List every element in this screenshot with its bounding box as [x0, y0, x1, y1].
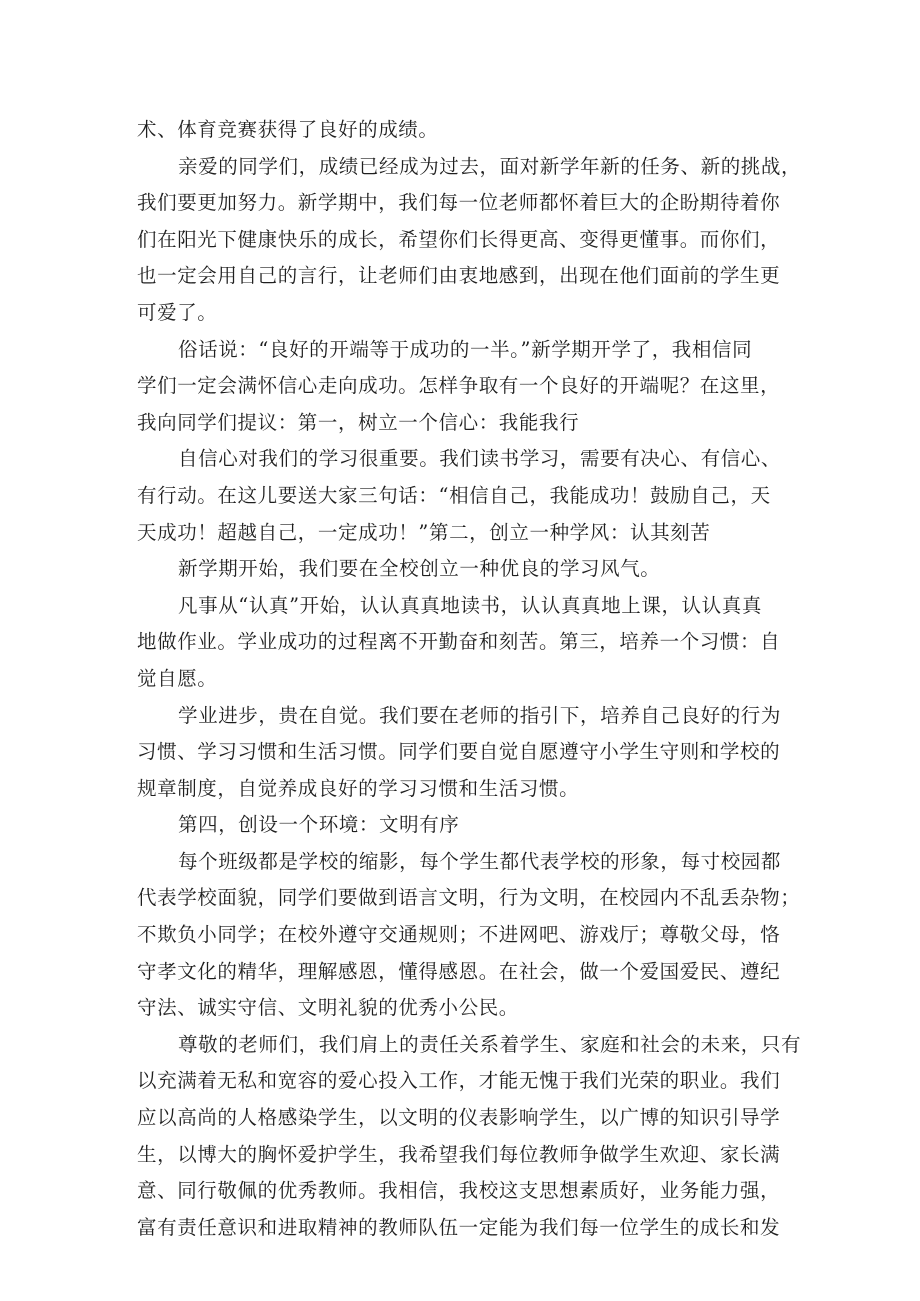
text-line: 意、同行敬佩的优秀教师。我相信，我校这支思想素质好，业务能力强，	[137, 1179, 781, 1203]
text-line: 生，以博大的胸怀爱护学生，我希望我们每位教师争做学生欢迎、家长满	[137, 1142, 781, 1166]
text-line: 也一定会用自己的言行，让老师们由衷地感到，出现在他们面前的学生更	[137, 264, 781, 288]
text-line: 每个班级都是学校的缩影，每个学生都代表学校的形象，每寸校园都	[178, 849, 782, 873]
text-line: 可爱了。	[137, 300, 218, 324]
text-line: 以充满着无私和宽容的爱心投入工作，才能无愧于我们光荣的职业。我们	[137, 1069, 781, 1093]
text-line: 自信心对我们的学习很重要。我们读书学习，需要有决心、有信心、	[178, 447, 782, 471]
text-line: 学业进步，贵在自觉。我们要在老师的指引下，培养自己良好的行为	[178, 703, 782, 727]
text-line: 亲爱的同学们，成绩已经成为过去，面对新学年新的任务、新的挑战，	[178, 154, 802, 178]
text-line: 第四，创设一个环境：文明有序	[178, 813, 460, 837]
text-line: 守法、诚实守信、文明礼貌的优秀小公民。	[137, 996, 519, 1020]
text-line: 不欺负小同学；在校外遵守交通规则；不进网吧、游戏厅；尊敬父母，恪	[137, 923, 781, 947]
text-line: 们在阳光下健康快乐的成长，希望你们长得更高、变得更懂事。而你们，	[137, 227, 781, 251]
text-line: 规章制度，自觉养成良好的学习习惯和生活习惯。	[137, 776, 580, 800]
text-line: 代表学校面貌，同学们要做到语言文明，行为文明，在校园内不乱丢杂物；	[137, 886, 801, 910]
text-line: 尊敬的老师们，我们肩上的责任关系着学生、家庭和社会的未来，只有	[178, 1032, 802, 1056]
text-line: 凡事从“认真”开始，认认真真地读书，认认真真地上课，认认真真	[178, 593, 762, 617]
text-line: 俗话说：“良好的开端等于成功的一半。”新学期开学了，我相信同	[178, 337, 753, 361]
text-line: 我向同学们提议：第一，树立一个信心：我能我行	[137, 410, 580, 434]
text-line: 应以高尚的人格感染学生，以文明的仪表影响学生，以广博的知识引导学	[137, 1106, 781, 1130]
text-line: 天成功！超越自己，一定成功！”第二，创立一种学风：认其刻苦	[137, 520, 711, 544]
text-line: 学们一定会满怀信心走向成功。怎样争取有一个良好的开端呢？在这里，	[137, 374, 781, 398]
text-line: 习惯、学习习惯和生活习惯。同学们要自觉自愿遵守小学生守则和学校的	[137, 740, 781, 764]
text-line: 有行动。在这儿要送大家三句话：“相信自己，我能成功！鼓励自己，天	[137, 483, 771, 507]
text-line: 守孝文化的精华，理解感恩，懂得感恩。在社会，做一个爱国爱民、遵纪	[137, 959, 781, 983]
text-line: 新学期开始，我们要在全校创立一种优良的学习风气。	[178, 557, 661, 581]
text-line: 富有责任意识和进取精神的教师队伍一定能为我们每一位学生的成长和发	[137, 1215, 781, 1239]
text-line: 觉自愿。	[137, 666, 218, 690]
document-body	[137, 112, 802, 1246]
text-line: 地做作业。学业成功的过程离不开勤奋和刻苦。第三，培养一个习惯：自	[137, 630, 781, 654]
text-line: 术、体育竞赛获得了良好的成绩。	[137, 118, 439, 141]
text-line: 我们要更加努力。新学期中，我们每一位老师都怀着巨大的企盼期待着你	[137, 191, 781, 215]
